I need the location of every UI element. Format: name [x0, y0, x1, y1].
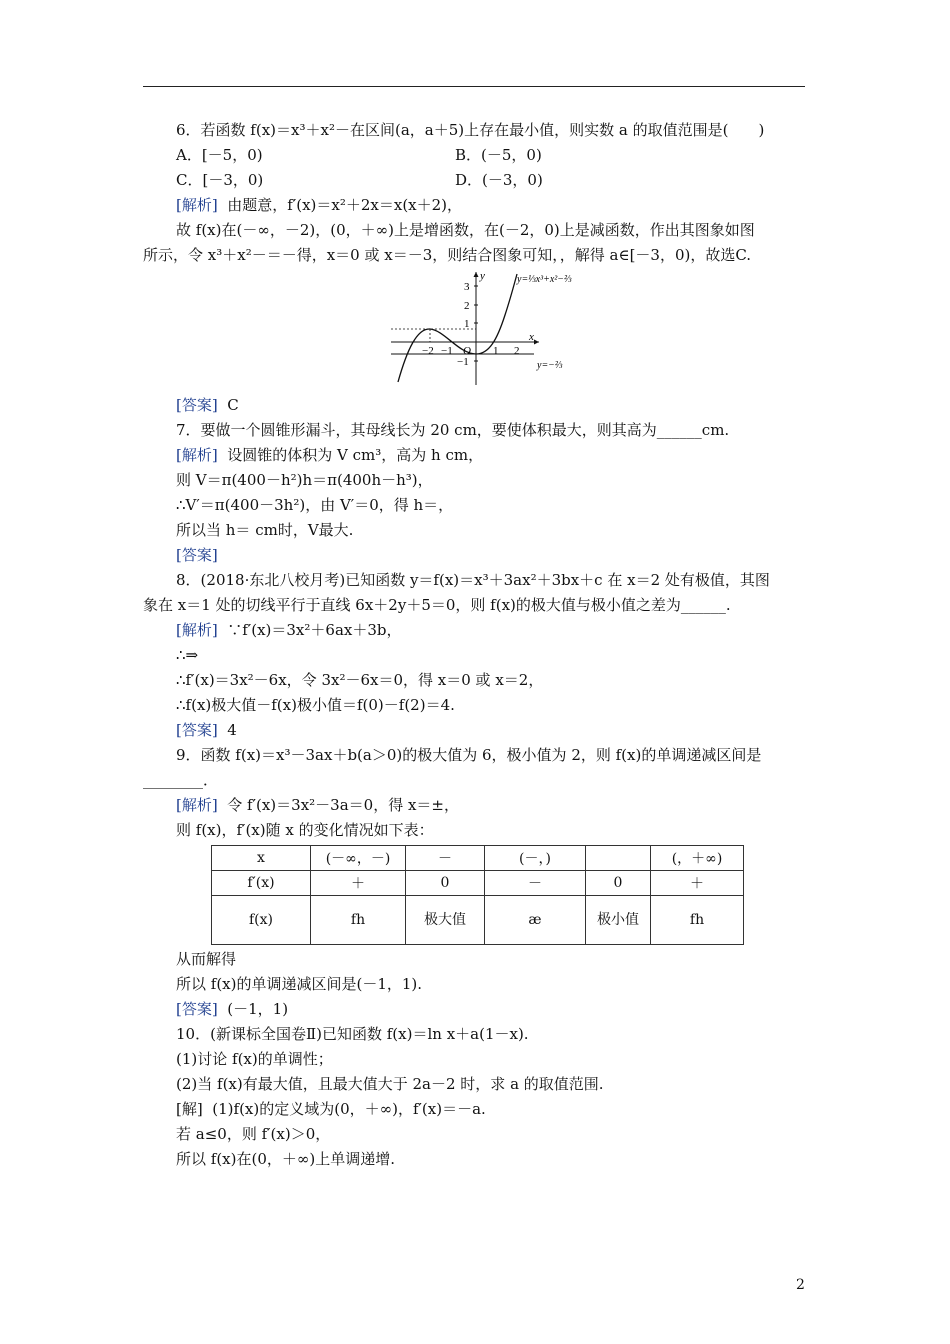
table-cell: (，＋∞)	[651, 846, 744, 871]
y-axis-label: y	[480, 270, 485, 282]
q6-answer-line	[143, 393, 805, 418]
q6-stem: 6．若函数 f(x)＝x³＋x²－在区间(a，a＋5)上存在最小值，则实数 a 的取值范围是( )	[176, 121, 765, 139]
q8-analysis-line-3: ∴f′(x)＝3x²－6x，令 3x²－6x＝0，得 x＝0 或 x＝2，	[176, 671, 544, 689]
q7-answer-line	[143, 543, 805, 568]
q9-stem-line-2: ________．	[143, 771, 219, 789]
q10-solution-line-3: 所以 f(x)在(0，＋∞)上单调递增.	[176, 1150, 395, 1168]
x-tick-label: 1	[493, 345, 499, 357]
analysis-tag: [解析]	[176, 196, 218, 214]
y-tick-label: 1	[464, 318, 470, 330]
table-cell: x	[212, 846, 311, 871]
q10-stem-line-1: 10．(新课标全国卷Ⅱ)已知函数 f(x)＝ln x＋a(1－x).	[176, 1025, 529, 1043]
line-label: y=−⅔	[537, 360, 563, 371]
table-cell: ＋	[651, 871, 744, 896]
x-axis-arrow	[534, 340, 539, 345]
table-row	[212, 871, 744, 896]
analysis-tag: [解析]	[176, 621, 218, 639]
origin-label: O	[463, 345, 471, 357]
table-cell: ＋	[311, 871, 406, 896]
q7-analysis-text: 设圆锥的体积为 V cm³，高为 h cm，	[227, 446, 484, 464]
x-tick-label: 2	[514, 345, 520, 357]
q7-analysis-line-1	[143, 443, 805, 468]
q10-stem-line-3: (2)当 f(x)有最大值，且最大值大于 2a－2 时，求 a 的取值范围.	[176, 1075, 604, 1093]
table-cell: 极大值	[406, 896, 485, 945]
x-tick-label: −2	[422, 345, 434, 357]
q6-options-row-2	[143, 168, 805, 193]
q8-analysis-line-2: ∴⇒	[176, 646, 199, 664]
analysis-tag: [解析]	[176, 446, 218, 464]
q9-analysis-text: 令 f′(x)＝3x²－3a＝0，得 x＝±，	[227, 796, 459, 814]
q8-analysis-line-1	[143, 618, 805, 643]
q6-option-c: C．[－3，0)	[176, 171, 264, 189]
q8-answer: 4	[227, 721, 237, 739]
q8-analysis-text: ∵f′(x)＝3x²＋6ax＋3b，	[227, 621, 402, 639]
q9-answer-line	[143, 997, 805, 1022]
table-cell: －	[485, 871, 586, 896]
q6-option-d: D．(－3，0)	[455, 171, 543, 189]
table-cell: fh	[311, 896, 406, 945]
q7-analysis-line-4: 所以当 h＝ cm时，V最大.	[176, 521, 354, 539]
x-axis-label: x	[529, 331, 534, 343]
q9-answer: (－1，1)	[227, 1000, 289, 1018]
table-cell: (－，)	[485, 846, 586, 871]
y-tick-label: −1	[457, 356, 469, 368]
table-cell: 0	[586, 871, 651, 896]
q6-answer: C	[227, 396, 239, 414]
table-cell	[586, 846, 651, 871]
q9-analysis-line-1	[143, 793, 805, 818]
table-row	[212, 846, 744, 871]
table-row	[212, 896, 744, 945]
table-cell: 极小值	[586, 896, 651, 945]
q6-options-row-1	[143, 143, 805, 168]
q10-stem-line-2: (1)讨论 f(x)的单调性；	[176, 1050, 333, 1068]
q6-option-b: B．(－5，0)	[455, 146, 542, 164]
q7-analysis-line-3: ∴V′＝π(400－3h²)，由 V′＝0，得 h＝，	[176, 496, 454, 514]
q8-stem-line-2: 象在 x＝1 处的切线平行于直线 6x＋2y＋5＝0，则 f(x)的极大值与极小值之差为______.	[143, 596, 731, 614]
q10-solution-text: (1)f(x)的定义域为(0，＋∞)，f′(x)＝－a.	[212, 1100, 486, 1118]
q6-function-graph	[389, 270, 579, 388]
y-axis-arrow	[474, 272, 479, 277]
q9-after-line-2: 所以 f(x)的单调递减区间是(－1，1).	[176, 975, 423, 993]
table-cell: －	[406, 846, 485, 871]
q6-analysis-line-3: 所示，令 x³＋x²－＝－得，x＝0 或 x＝－3，则结合图象可知，，解得 a∈[－3，0)，故选C.	[143, 246, 752, 264]
q7-stem: 7．要做一个圆锥形漏斗，其母线长为 20 cm，要使体积最大，则其高为______cm.	[176, 421, 730, 439]
table-cell: f(x)	[212, 896, 311, 945]
answer-tag: [答案]	[176, 721, 218, 739]
header-rule	[143, 86, 805, 87]
y-tick-label: 3	[464, 281, 470, 293]
table-cell: (－∞，－)	[311, 846, 406, 871]
answer-tag: [答案]	[176, 1000, 218, 1018]
q10-solution-line-2: 若 a≤0，则 f′(x)＞0，	[176, 1125, 331, 1143]
q8-analysis-line-4: ∴f(x)极大值－f(x)极小值＝f(0)－f(2)＝4.	[176, 696, 455, 714]
q8-answer-line	[143, 718, 805, 743]
q6-analysis-text: 由题意，f′(x)＝x²＋2x＝x(x＋2)，	[227, 196, 463, 214]
q6-analysis-line-1	[143, 193, 805, 218]
q9-analysis-line-2: 则 f(x)，f′(x)随 x 的变化情况如下表：	[176, 821, 434, 839]
curve-label: y=⅓x³+x²−⅔	[517, 274, 572, 285]
page-number: 2	[796, 1277, 805, 1293]
table-cell: 0	[406, 871, 485, 896]
q9-stem-line-1: 9．函数 f(x)＝x³－3ax＋b(a＞0)的极大值为 6，极小值为 2，则 f(x)的单调递减区间是	[176, 746, 762, 764]
table-cell: fh	[651, 896, 744, 945]
q8-stem-line-1: 8．(2018·东北八校月考)已知函数 y＝f(x)＝x³＋3ax²＋3bx＋c 在 x＝2 处有极值，其图	[176, 571, 770, 589]
table-cell: æ	[485, 896, 586, 945]
page-content	[143, 118, 805, 1172]
q9-after-line-1: 从而解得	[176, 950, 237, 968]
analysis-tag: [解析]	[176, 796, 218, 814]
q6-analysis-line-2: 故 f(x)在(－∞，－2)，(0，＋∞)上是增函数，在(－2，0)上是减函数，作出其图象如图	[176, 221, 755, 239]
q7-analysis-line-2: 则 V＝π(400－h²)h＝π(400h－h³)，	[176, 471, 433, 489]
answer-tag: [答案]	[176, 546, 218, 564]
answer-tag: [答案]	[176, 396, 218, 414]
table-cell: f′(x)	[212, 871, 311, 896]
q9-variation-table	[211, 845, 744, 945]
q6-option-a: A．[－5，0)	[176, 146, 263, 164]
x-tick-label: −1	[441, 345, 453, 357]
y-tick-label: 2	[464, 300, 470, 312]
q6-graph-figure	[143, 268, 805, 393]
solution-tag: [解]	[176, 1100, 203, 1118]
q10-solution-line-1	[143, 1097, 805, 1122]
